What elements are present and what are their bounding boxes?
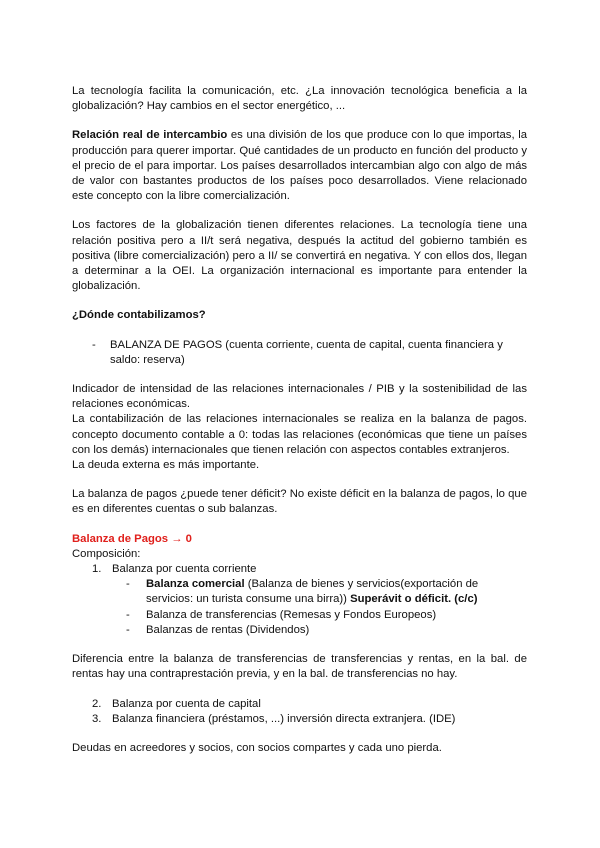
bullet-marker: - [92, 338, 96, 351]
heading-donde-contabilizamos: ¿Dónde contabilizamos? [72, 309, 206, 322]
sublist-item [72, 577, 527, 607]
sublist-marker: - [126, 623, 130, 636]
sublist-item-text: Balanzas de rentas (Dividendos) [146, 623, 310, 636]
list-number: 1. [92, 563, 102, 576]
term-relacion-real: Relación real de intercambio [72, 129, 228, 142]
document-body [72, 84, 527, 756]
list-item [72, 697, 527, 712]
paragraph-factors: Los factores de la globalización tienen diferentes relaciones. La tecnología tiene una relación positiva pero a II/t será negativa, después la actitud del gobierno también es positiva (libre comercialización) pero a II/ se convertirá en negativa. Y con ellos dos, llegan a determinar a la OEI. La organización internacional es importante para entender la globalización. [72, 219, 527, 293]
list-number: 2. [92, 697, 102, 710]
sublist-marker: - [126, 578, 130, 591]
sublist-item-text: Balanza de transferencias (Remesas y Fondos Europeos) [146, 608, 437, 621]
list-item-text: Balanza por cuenta corriente [112, 563, 257, 576]
bullet-balanza-de-pagos [72, 338, 527, 368]
sublist-item [72, 623, 527, 638]
paragraph-external-debt: La deuda externa es más importante. [72, 459, 260, 472]
list-item [72, 712, 527, 727]
paragraph-technology: La tecnología facilita la comunicación, etc. ¿La innovación tecnológica beneficia a la globalización? Hay cambios en el sector energético, ... [72, 85, 527, 113]
sublist-item-text: Balanza comercial (Balanza de bienes y servicios(exportación de servicios: un turista consume una birra)) Superávit o déficit. (c/c) [146, 578, 479, 606]
heading-balanza-de-pagos: Balanza de Pagos → 0 [72, 532, 192, 545]
paragraph-accounting: La contabilización de las relaciones internacionales se realiza en la balanza de pagos. concepto documento contable a 0: todas las relaciones (económicas que tiene un países con los demás) internacionales que tienen relación con aspectos contables extranjeros. [72, 413, 527, 456]
list-item-text: Balanza financiera (préstamos, ...) inversión directa extranjera. (IDE) [112, 712, 456, 725]
sublist-marker: - [126, 608, 130, 621]
list-item-text: Balanza por cuenta de capital [112, 697, 261, 710]
bullet-text: BALANZA DE PAGOS (cuenta corriente, cuenta de capital, cuenta financiera y saldo: reserva) [110, 338, 503, 366]
list-number: 3. [92, 712, 102, 725]
sublist-item [72, 608, 527, 623]
paragraph-indicator: Indicador de intensidad de las relaciones internacionales / PIB y la sostenibilidad de las relaciones económicas. [72, 383, 527, 411]
label-composicion: Composición: [72, 547, 141, 560]
paragraph-deficit-question: La balanza de pagos ¿puede tener déficit? No existe déficit en la balanza de pagos, lo que es en diferentes cuentas o sub balanzas. [72, 488, 527, 516]
paragraph-terms-of-trade-text: es una división de los que produce con lo que importas, la producción para querer importar. Qué cantidades de un producto en función del producto y el precio de el para importar. Los países desarrollados intercambian algo con algo de más de valor con bastantes productos de los países poco desarrollados. Viene relacionado este concepto con la libre comercialización. [72, 129, 527, 203]
paragraph-terms-of-trade [72, 128, 527, 204]
paragraph-debts: Deudas en acreedores y socios, con socios compartes y cada uno pierda. [72, 741, 442, 754]
paragraph-transfers-vs-rents: Diferencia entre la balanza de transferencias de transferencias y rentas, en la bal. de rentas hay una contraprestación previa, y en la bal. de transferencias no hay. [72, 653, 527, 681]
list-item [72, 562, 527, 577]
